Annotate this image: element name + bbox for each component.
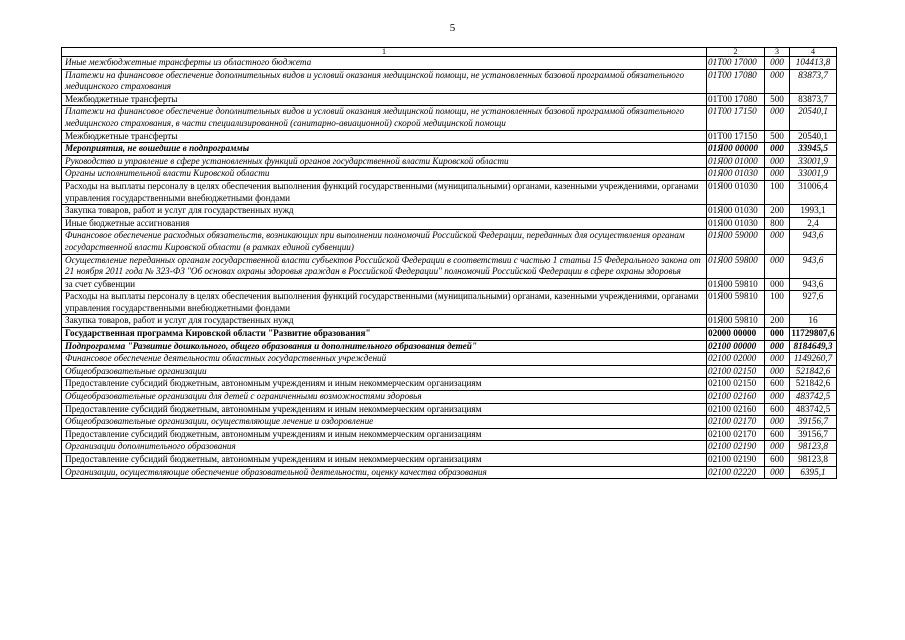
table-row <box>62 106 837 130</box>
row-amount-cell: 33001,9 <box>790 168 837 181</box>
table-row <box>62 254 837 278</box>
header-col-2: 2 <box>707 48 765 57</box>
row-expense-type-cell: 200 <box>765 315 790 328</box>
row-code-cell: 01Т00 17080 <box>707 93 765 106</box>
row-name-cell: Общеобразовательные организации для детей с ограниченными возможностями здоровья <box>62 391 707 404</box>
header-row <box>62 48 837 57</box>
table-row <box>62 428 837 441</box>
table-row <box>62 454 837 467</box>
row-name-cell: Руководство и управление в сфере установленных функций органов государственной власти Кировской области <box>62 155 707 168</box>
table-row <box>62 278 837 291</box>
row-code-cell: 01Я00 01030 <box>707 168 765 181</box>
row-name-cell: Финансовое обеспечение деятельности областных государственных учреждений <box>62 353 707 366</box>
row-expense-type-cell: 600 <box>765 403 790 416</box>
row-code-cell: 02100 02150 <box>707 378 765 391</box>
table-row <box>62 378 837 391</box>
row-amount-cell: 39156,7 <box>790 416 837 429</box>
header-col-4: 4 <box>790 48 837 57</box>
row-amount-cell: 1993,1 <box>790 205 837 218</box>
row-name-cell: Предоставление субсидий бюджетным, автономным учреждениям и иным некоммерческим организациям <box>62 428 707 441</box>
row-expense-type-cell: 000 <box>765 143 790 156</box>
row-expense-type-cell: 000 <box>765 353 790 366</box>
page-number: 5 <box>449 22 456 34</box>
row-expense-type-cell: 000 <box>765 416 790 429</box>
row-name-cell: Расходы на выплаты персоналу в целях обеспечения выполнения функций государственными (муниципальными) органами, казенными учреждениями, органами управления государственными внебюджетными фондами <box>62 291 707 315</box>
row-expense-type-cell: 000 <box>765 466 790 479</box>
row-expense-type-cell: 600 <box>765 428 790 441</box>
row-name-cell: Организации дополнительного образования <box>62 441 707 454</box>
row-expense-type-cell: 000 <box>765 155 790 168</box>
row-name-cell: Платежи на финансовое обеспечение дополнительных видов и условий оказания медицинской помощи, не установленных базовой программой обязательного медицинского страхования, в части специализированной (санитарно-авиационной) скорой медицинской помощи <box>62 106 707 130</box>
row-amount-cell: 943,6 <box>790 230 837 254</box>
row-name-cell: Иные межбюджетные трансферты из областного бюджета <box>62 57 707 70</box>
row-expense-type-cell: 100 <box>765 291 790 315</box>
row-amount-cell: 20540,1 <box>790 106 837 130</box>
table-row <box>62 143 837 156</box>
row-amount-cell: 483742,5 <box>790 391 837 404</box>
table-row <box>62 315 837 328</box>
row-code-cell: 02100 02170 <box>707 428 765 441</box>
row-amount-cell: 83873,7 <box>790 93 837 106</box>
header-col-1: 1 <box>62 48 707 57</box>
row-amount-cell: 31006,4 <box>790 180 837 204</box>
row-code-cell: 01Я00 01030 <box>707 180 765 204</box>
budget-table <box>61 47 837 479</box>
row-name-cell: Расходы на выплаты персоналу в целях обеспечения выполнения функций государственными (муниципальными) органами, казенными учреждениями, органами управления государственными внебюджетными фондами <box>62 180 707 204</box>
table-row <box>62 441 837 454</box>
table-row <box>62 57 837 70</box>
row-name-cell: Межбюджетные трансферты <box>62 93 707 106</box>
row-expense-type-cell: 600 <box>765 454 790 467</box>
row-code-cell: 01Я00 59800 <box>707 254 765 278</box>
row-amount-cell: 943,6 <box>790 278 837 291</box>
row-amount-cell: 104413,8 <box>790 57 837 70</box>
row-amount-cell: 1149260,7 <box>790 353 837 366</box>
table-row <box>62 365 837 378</box>
row-name-cell: Платежи на финансовое обеспечение дополнительных видов и условий оказания медицинской помощи, не установленных базовой программой обязательного медицинского страхования <box>62 69 707 93</box>
table-row <box>62 328 837 341</box>
row-expense-type-cell: 500 <box>765 93 790 106</box>
row-code-cell: 02100 02160 <box>707 391 765 404</box>
row-amount-cell: 8184649,3 <box>790 340 837 353</box>
table-row <box>62 168 837 181</box>
table-row <box>62 353 837 366</box>
row-name-cell: Мероприятия, не вошедшие в подпрограммы <box>62 143 707 156</box>
row-name-cell: Органы исполнительной власти Кировской области <box>62 168 707 181</box>
table-row <box>62 93 837 106</box>
table-row <box>62 230 837 254</box>
row-code-cell: 01Я00 01030 <box>707 205 765 218</box>
row-name-cell: Государственная программа Кировской области "Развитие образования" <box>62 328 707 341</box>
row-code-cell: 01Я00 01000 <box>707 155 765 168</box>
row-code-cell: 01Я00 01030 <box>707 217 765 230</box>
row-name-cell: Подпрограмма "Развитие дошкольного, общего образования и дополнительного образования детей" <box>62 340 707 353</box>
row-expense-type-cell: 500 <box>765 130 790 143</box>
row-name-cell: Осуществление переданных органам государственной власти субъектов Российской Федерации в соответствии с частью 1 статьи 15 Федерального закона от 21 ноября 2011 года № 323-ФЗ "Об основах охраны здоровья граждан в Российской Федерации" полномочий Российской Федерации в сфере охраны здоровья <box>62 254 707 278</box>
row-code-cell: 01Т00 17000 <box>707 57 765 70</box>
row-expense-type-cell: 600 <box>765 378 790 391</box>
row-name-cell: Финансовое обеспечение расходных обязательств, возникающих при выполнении полномочий Российской Федерации, переданных для осуществления органам государственной власти Кировской области (в рамках единой субвенции) <box>62 230 707 254</box>
row-expense-type-cell: 000 <box>765 391 790 404</box>
row-amount-cell: 11729807,6 <box>790 328 837 341</box>
row-name-cell: Предоставление субсидий бюджетным, автономным учреждениям и иным некоммерческим организациям <box>62 454 707 467</box>
row-name-cell: Предоставление субсидий бюджетным, автономным учреждениям и иным некоммерческим организациям <box>62 378 707 391</box>
row-expense-type-cell: 000 <box>765 69 790 93</box>
row-expense-type-cell: 100 <box>765 180 790 204</box>
row-amount-cell: 98123,8 <box>790 441 837 454</box>
row-amount-cell: 20540,1 <box>790 130 837 143</box>
table-row <box>62 155 837 168</box>
row-expense-type-cell: 000 <box>765 57 790 70</box>
row-amount-cell: 2,4 <box>790 217 837 230</box>
row-code-cell: 02100 02190 <box>707 454 765 467</box>
row-expense-type-cell: 000 <box>765 230 790 254</box>
row-expense-type-cell: 000 <box>765 106 790 130</box>
row-amount-cell: 98123,8 <box>790 454 837 467</box>
row-expense-type-cell: 000 <box>765 441 790 454</box>
table-row <box>62 69 837 93</box>
row-code-cell: 01Я00 59810 <box>707 315 765 328</box>
row-amount-cell: 521842,6 <box>790 378 837 391</box>
table-row <box>62 416 837 429</box>
table-row <box>62 217 837 230</box>
row-expense-type-cell: 000 <box>765 168 790 181</box>
row-code-cell: 01Я00 59810 <box>707 291 765 315</box>
row-amount-cell: 943,6 <box>790 254 837 278</box>
row-code-cell: 02100 02190 <box>707 441 765 454</box>
row-name-cell: Межбюджетные трансферты <box>62 130 707 143</box>
row-code-cell: 01Т00 17080 <box>707 69 765 93</box>
row-expense-type-cell: 000 <box>765 278 790 291</box>
row-name-cell: Закупка товаров, работ и услуг для государственных нужд <box>62 315 707 328</box>
row-name-cell: за счет субвенции <box>62 278 707 291</box>
row-name-cell: Общеобразовательные организации, осуществляющие лечение и оздоровление <box>62 416 707 429</box>
row-expense-type-cell: 800 <box>765 217 790 230</box>
row-code-cell: 02100 02170 <box>707 416 765 429</box>
row-amount-cell: 521842,6 <box>790 365 837 378</box>
row-amount-cell: 33945,5 <box>790 143 837 156</box>
table-row <box>62 391 837 404</box>
row-code-cell: 01Я00 00000 <box>707 143 765 156</box>
table-row <box>62 180 837 204</box>
row-code-cell: 02000 00000 <box>707 328 765 341</box>
row-name-cell: Общеобразовательные организации <box>62 365 707 378</box>
row-code-cell: 02100 02000 <box>707 353 765 366</box>
row-amount-cell: 6395,1 <box>790 466 837 479</box>
table-row <box>62 291 837 315</box>
header-col-3: 3 <box>765 48 790 57</box>
row-expense-type-cell: 000 <box>765 328 790 341</box>
row-code-cell: 02100 00000 <box>707 340 765 353</box>
row-amount-cell: 16 <box>790 315 837 328</box>
row-name-cell: Организации, осуществляющие обеспечение образовательной деятельности, оценку качества образования <box>62 466 707 479</box>
row-code-cell: 01Т00 17150 <box>707 130 765 143</box>
table-row <box>62 403 837 416</box>
table-row <box>62 205 837 218</box>
row-expense-type-cell: 200 <box>765 205 790 218</box>
row-code-cell: 01Т00 17150 <box>707 106 765 130</box>
row-amount-cell: 39156,7 <box>790 428 837 441</box>
row-code-cell: 02100 02150 <box>707 365 765 378</box>
row-expense-type-cell: 000 <box>765 365 790 378</box>
table-row <box>62 130 837 143</box>
row-expense-type-cell: 000 <box>765 254 790 278</box>
row-code-cell: 02100 02160 <box>707 403 765 416</box>
row-expense-type-cell: 000 <box>765 340 790 353</box>
row-amount-cell: 33001,9 <box>790 155 837 168</box>
row-code-cell: 01Я00 59000 <box>707 230 765 254</box>
row-name-cell: Закупка товаров, работ и услуг для государственных нужд <box>62 205 707 218</box>
row-amount-cell: 927,6 <box>790 291 837 315</box>
table-row <box>62 340 837 353</box>
row-name-cell: Иные бюджетные ассигнования <box>62 217 707 230</box>
row-amount-cell: 483742,5 <box>790 403 837 416</box>
row-name-cell: Предоставление субсидий бюджетным, автономным учреждениям и иным некоммерческим организациям <box>62 403 707 416</box>
row-amount-cell: 83873,7 <box>790 69 837 93</box>
row-code-cell: 01Я00 59810 <box>707 278 765 291</box>
row-code-cell: 02100 02220 <box>707 466 765 479</box>
table-row <box>62 466 837 479</box>
